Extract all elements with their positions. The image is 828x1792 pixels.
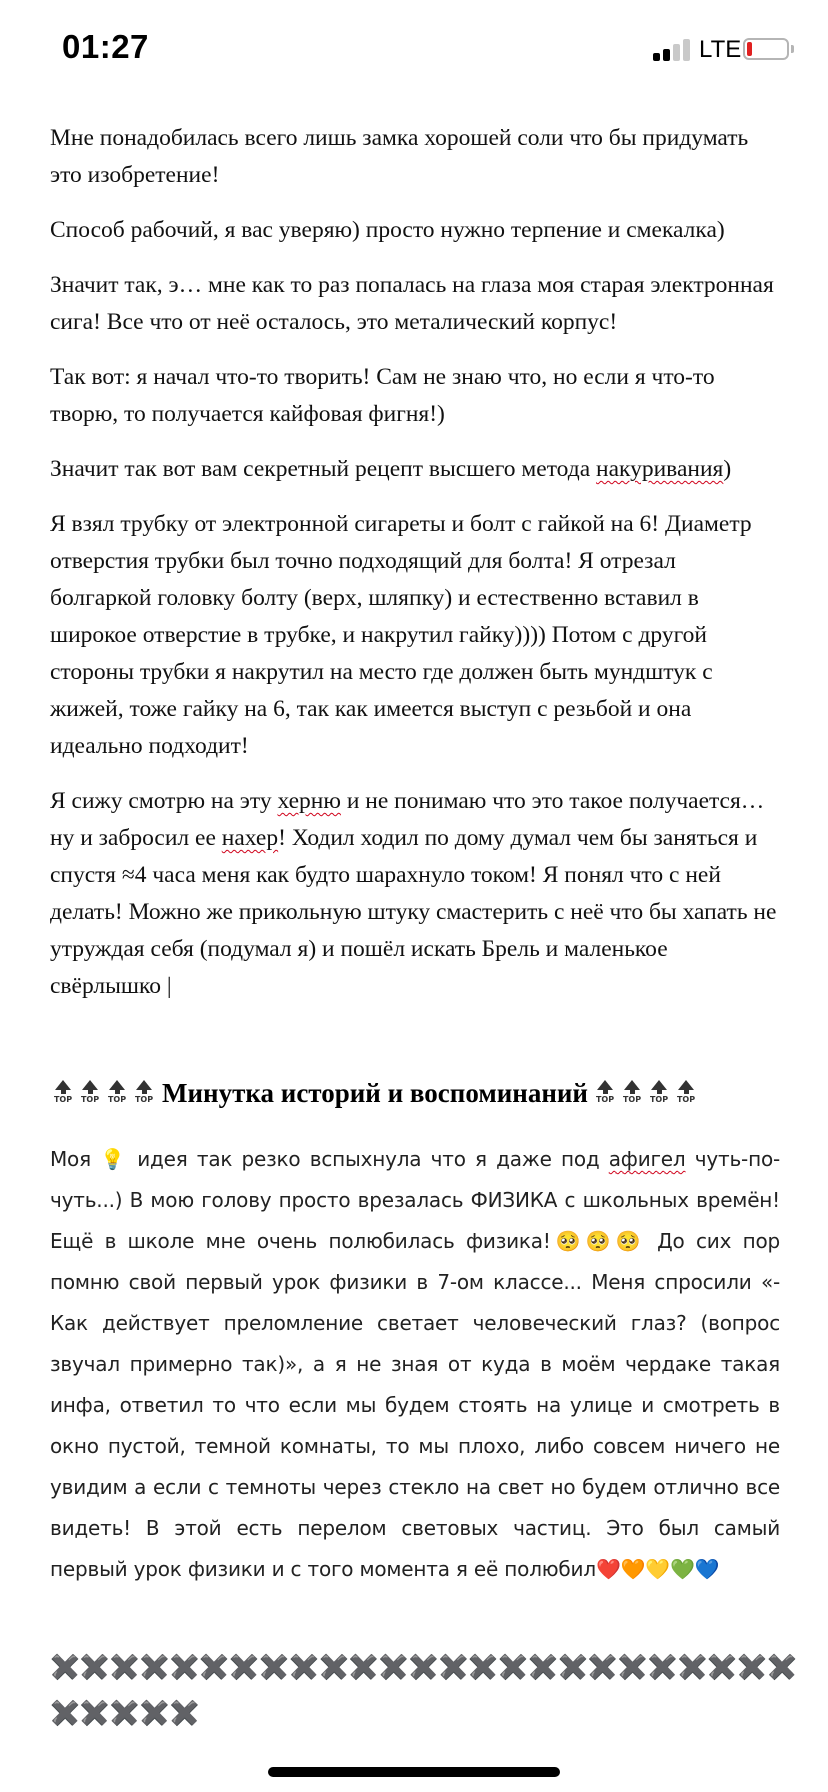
top-arrow-icon: TOP bbox=[646, 1078, 673, 1108]
battery-tip bbox=[791, 45, 794, 53]
text-run: Я сижу смотрю на эту bbox=[50, 788, 278, 814]
network-type: LTE bbox=[699, 36, 742, 63]
top-arrow-icon: TOP bbox=[104, 1078, 131, 1108]
cross-mark-divider: ✖️✖️✖️✖️✖️✖️✖️✖️✖️✖️✖️✖️✖️✖️✖️✖️✖️✖️✖️✖️✖️✖️✖️✖️✖️✖️✖️✖️✖️✖️ bbox=[50, 1653, 798, 1727]
status-bar bbox=[0, 0, 828, 100]
text-run: Моя bbox=[50, 1147, 101, 1171]
paragraph-2: Способ рабочий, я вас уверяю) просто нужно терпение и смекалка) bbox=[50, 217, 725, 243]
text-run: Значит так вот вам секретный рецепт высшего метода bbox=[50, 456, 596, 482]
misspelled-word: нахер bbox=[221, 825, 279, 851]
note-body[interactable] bbox=[50, 120, 798, 1736]
misspelled-word: накуривания bbox=[596, 456, 724, 482]
story-paragraph bbox=[50, 1139, 780, 1590]
misspelled-word: херню bbox=[277, 788, 341, 814]
top-arrow-icon: TOP bbox=[50, 1078, 77, 1108]
text-run: чуть-по-чуть...) В мою голову просто врезалась ФИЗИКА с школьных времён! Ещё в школе мне очень полюбилась физика! bbox=[50, 1147, 780, 1253]
pleading-face-icons: 🥺🥺🥺 bbox=[550, 1229, 646, 1253]
battery-icon bbox=[743, 38, 789, 60]
hearts-icons: ❤️🧡💛💚💙 bbox=[595, 1557, 720, 1581]
top-arrow-icon: TOP bbox=[77, 1078, 104, 1108]
top-arrow-icon: TOP bbox=[619, 1078, 646, 1108]
text-run: идея так резко вспыхнула что я даже под bbox=[128, 1147, 609, 1171]
cellular-signal-icon bbox=[653, 37, 693, 61]
status-time: 01:27 bbox=[62, 28, 149, 65]
paragraph-1: Мне понадобилась всего лишь замка хорошей соли что бы придумать это изобретение! bbox=[50, 125, 749, 188]
paragraph-6: Я взял трубку от электронной сигареты и болт с гайкой на 6! Диаметр отверстия трубки был точно подходящий для болта! Я отрезал болгаркой головку болту (верх, шляпку) и естественно вставил в широкое отверстие в трубке, и накрутил гайку)))) Потом с другой стороны трубки я накрутил на место где должен быть мундштук с жижей, тоже гайку на 6, так как имеется выступ с резьбой и она идеально подходит! bbox=[50, 511, 752, 759]
home-indicator[interactable] bbox=[268, 1767, 560, 1777]
section-heading-text: Минутка историй и воспоминаний bbox=[162, 1077, 588, 1108]
section-heading bbox=[50, 1073, 780, 1113]
top-arrow-icon: TOP bbox=[673, 1078, 700, 1108]
misspelled-word: афигел bbox=[608, 1147, 686, 1171]
text-run: ) bbox=[723, 456, 732, 482]
text-run: и не понимаю что это такое получается… ну и забросил ее bbox=[50, 788, 765, 851]
paragraph-3: Значит так, э… мне как то раз попалась на глаза моя старая электронная сига! Все что от неё осталось, это металический корпус! bbox=[50, 272, 774, 335]
text-run: ! Ходил ходил по дому думал чем бы заняться и спустя ≈4 часа меня как будто шарахнуло током! Я понял что с ней делать! Можно же прикольную штуку смастерить с неё что бы хапать не утруждая себя (подумал я) и пошёл искать Брель и маленькое свёрлышко | bbox=[50, 825, 777, 999]
top-arrow-icon: TOP bbox=[592, 1078, 619, 1108]
text-run: До сих пор помню свой первый урок физики в 7-ом классе... Меня спросили «-Как действует преломление светает человеческий глаз? (вопрос звучал примерно так)», а я не зная от куда в моём чердаке такая инфа, ответил то что если мы будем стоять на улице и смотреть в окно пустой, темной комнаты, то мы плохо, либо совсем ничего не увидим а если с темноты через стекло на свет но будем отлично все видеть! В этой есть перелом световых частиц. Это был самый первый урок физики и с того момента я её полюбил bbox=[50, 1229, 781, 1581]
lightbulb-icon: 💡 bbox=[100, 1147, 128, 1171]
paragraph-5 bbox=[50, 451, 780, 488]
paragraph-4: Так вот: я начал что-то творить! Сам не знаю что, но если я что-то творю, то получается кайфовая фигня!) bbox=[50, 364, 715, 427]
top-arrow-icon: TOP bbox=[131, 1078, 158, 1108]
paragraph-7 bbox=[50, 783, 780, 1005]
